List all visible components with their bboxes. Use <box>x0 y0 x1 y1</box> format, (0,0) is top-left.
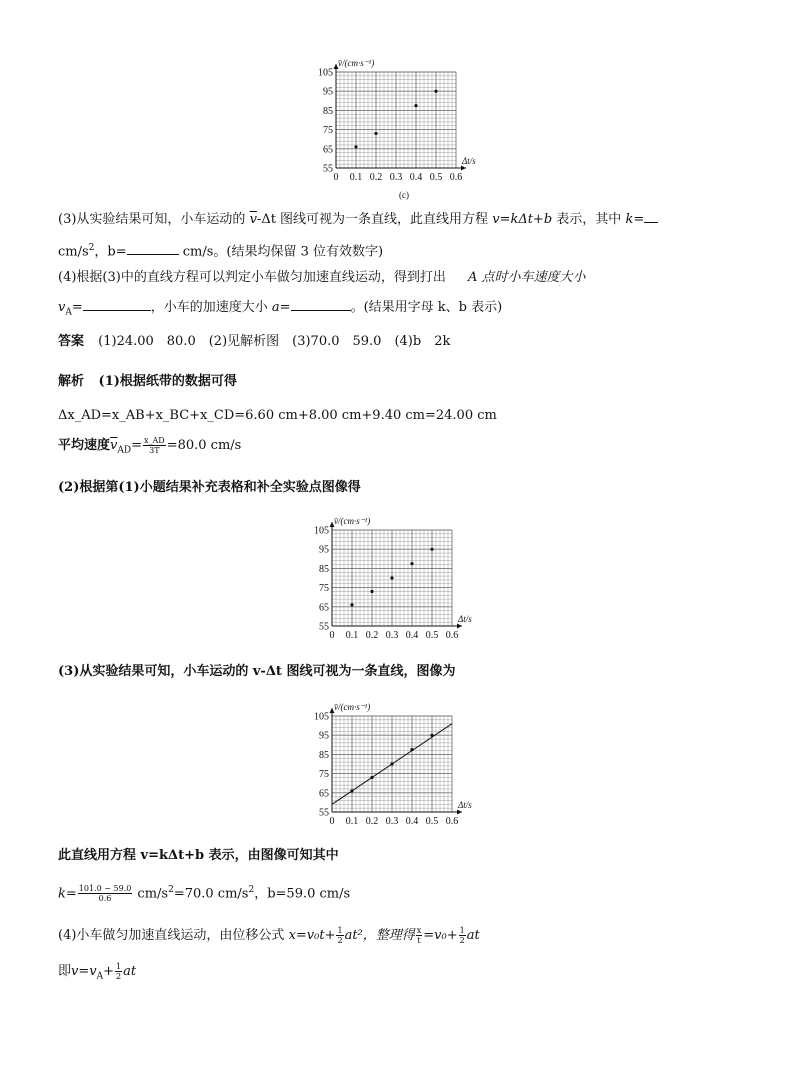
answer-line <box>58 334 450 350</box>
half-fraction <box>336 926 343 945</box>
x-tick-label: 0.6 <box>445 630 459 641</box>
analysis-line-3 <box>58 436 241 459</box>
formula-part-4: at <box>466 928 480 943</box>
k-result-sup: 2 <box>248 885 255 895</box>
data-point <box>370 776 373 779</box>
half-fraction-2 <box>459 926 466 945</box>
avg-speed-fraction <box>143 436 166 455</box>
data-point <box>410 562 413 565</box>
x-tick-label: 0 <box>329 816 335 827</box>
conclusion-half-den: 2 <box>116 972 122 981</box>
q4-eq: = <box>71 300 83 315</box>
analysis-step-3: (3)从实验结果可知，小车运动的 v-Δt 图线可视为一条直线，图像为 <box>58 664 456 679</box>
y-tick-label: 95 <box>323 86 333 98</box>
displacement-formula-text: (4)小车做匀加速直线运动，由位移公式 <box>58 928 285 943</box>
y-tick-label: 65 <box>323 144 333 156</box>
analysis-line-2 <box>58 408 497 424</box>
x-tick-label: 0.4 <box>405 630 419 641</box>
x-tick-label: 0.4 <box>409 172 423 183</box>
x-tick-label: 0.2 <box>365 816 379 827</box>
analysis-line-4 <box>58 480 361 496</box>
avg-speed-eq: = <box>131 438 142 453</box>
y-tick-label: 105 <box>314 711 329 723</box>
conclusion-sub: A <box>96 971 104 982</box>
q3-text-3: 表示，其中 <box>556 212 622 227</box>
q3-unit-sup: 2 <box>88 243 95 253</box>
y-axis-label: v̄/(cm·s⁻¹) <box>334 516 371 526</box>
y-tick-label: 75 <box>323 125 333 137</box>
data-point <box>390 762 393 765</box>
analysis-line-6 <box>58 848 339 864</box>
k-calc-label: k= <box>58 886 77 902</box>
y-tick-label: 105 <box>314 525 329 537</box>
q4-point-a: A 点时小车速度大小 <box>467 270 586 285</box>
half-num: 1 <box>337 926 343 935</box>
k-fraction-num: 101.0 − 59.0 <box>78 884 132 894</box>
data-point <box>374 132 377 135</box>
analysis-step-1: (1)根据纸带的数据可得 <box>98 374 237 389</box>
xt-fraction <box>416 926 423 945</box>
q4-va-sub: A <box>65 307 72 318</box>
k-answer-blank[interactable] <box>644 222 658 223</box>
x-axis-label: Δt/s <box>458 800 472 810</box>
question-3-cont <box>58 240 383 260</box>
b-answer-blank[interactable] <box>127 254 179 255</box>
q3-b-label: ，b= <box>94 244 127 260</box>
y-axis-label: v̄/(cm·s⁻¹) <box>338 58 375 68</box>
conclusion-v: v=v <box>71 964 97 979</box>
k-result: =70.0 cm/s <box>173 886 249 902</box>
x-tick-label: 0.5 <box>429 172 443 183</box>
conclusion-plus: + <box>103 964 115 979</box>
x-tick-label: 0 <box>333 172 339 183</box>
x-tick-label: 0.5 <box>425 630 439 641</box>
answer-text: (1)24.00 80.0 (2)见解析图 (3)70.0 59.0 (4)b 2k <box>98 334 451 349</box>
y-axis-label: v̄/(cm·s⁻¹) <box>334 702 371 712</box>
x-tick-label: 0.2 <box>365 630 379 641</box>
x-tick-label: 0.1 <box>349 172 363 183</box>
x-tick-label: 0.3 <box>385 816 399 827</box>
y-tick-label: 75 <box>319 583 329 595</box>
avg-speed-v: $\overline{v}$ <box>110 438 118 453</box>
y-tick-label: 65 <box>319 788 329 800</box>
analysis-line-8 <box>58 926 480 945</box>
fraction-den: 3T <box>149 446 160 455</box>
x-axis-arrow <box>457 810 462 815</box>
y-tick-label: 95 <box>319 544 329 556</box>
question-4-cont <box>58 300 502 321</box>
y-tick-label: 75 <box>319 769 329 781</box>
xt-den: t <box>417 936 421 945</box>
vbar-symbol: $\overline{v}$ <box>249 212 257 227</box>
y-tick-label: 55 <box>319 621 329 633</box>
y-tick-label: 55 <box>319 807 329 819</box>
x-axis-arrow <box>457 624 462 629</box>
half-num-2: 1 <box>459 926 465 935</box>
analysis-label: 解析 <box>58 374 85 389</box>
data-point <box>350 603 353 606</box>
x-axis-arrow <box>461 166 466 171</box>
x-tick-label: 0 <box>329 630 335 641</box>
graph-caption: (c) <box>399 190 409 200</box>
conclusion-at: at <box>123 964 137 979</box>
answer-label: 答案 <box>58 334 85 349</box>
x-tick-label: 0.1 <box>345 630 359 641</box>
k-unit: cm/s <box>133 886 169 902</box>
x-tick-label: 0.3 <box>389 172 403 183</box>
b-result: ，b=59.0 cm/s <box>254 886 351 902</box>
analysis-line-9 <box>58 962 136 985</box>
k-unit-sup: 2 <box>168 885 174 895</box>
q4-va: v <box>58 300 66 315</box>
y-tick-label: 85 <box>323 105 333 117</box>
data-point <box>390 576 393 579</box>
x-axis-label: Δt/s <box>462 156 476 166</box>
q4-text-2: ，小车的加速度大小 <box>150 300 268 315</box>
data-point <box>430 734 433 737</box>
data-point <box>354 145 357 148</box>
q3-k-label: k= <box>625 212 645 227</box>
x-tick-label: 0.5 <box>425 816 439 827</box>
formula-part-3: =v₀+ <box>423 928 458 943</box>
q3-text-1: (3)从实验结果可知，小车运动的 <box>58 212 246 227</box>
half-den: 2 <box>337 936 343 945</box>
x-tick-label: 0.4 <box>405 816 419 827</box>
y-tick-label: 85 <box>319 563 329 575</box>
x-axis-label: Δt/s <box>458 614 472 624</box>
analysis-line-5 <box>58 664 455 680</box>
y-tick-label: 65 <box>319 602 329 614</box>
analysis-step-2: (2)根据第(1)小题结果补充表格和补全实验点图像得 <box>58 480 361 495</box>
graph-c <box>300 56 490 202</box>
question-3 <box>58 212 658 228</box>
analysis-equation: 此直线用方程 v=kΔt+b 表示，由图像可知其中 <box>58 848 339 863</box>
x-tick-label: 0.6 <box>445 816 459 827</box>
data-point <box>410 748 413 751</box>
graph-filled <box>296 514 496 642</box>
va-answer-blank[interactable] <box>83 310 151 311</box>
k-fraction <box>78 884 133 903</box>
q4-a-label: a= <box>271 300 291 315</box>
analysis-displacement: Δx_AD=x_AB+x_BC+x_CD=6.60 cm+8.00 cm+9.40 cm=24.00 cm <box>58 408 497 423</box>
xt-num: x <box>416 926 422 935</box>
data-point <box>434 90 437 93</box>
formula-part-2: at²，整理得 <box>344 928 415 943</box>
conclusion-half <box>115 962 122 981</box>
q3-unit: cm/s <box>58 244 89 260</box>
conclusion-prefix: 即 <box>58 964 72 979</box>
conclusion-half-num: 1 <box>116 962 122 971</box>
question-4 <box>58 270 586 286</box>
avg-speed-label: 平均速度 <box>58 438 111 453</box>
x-tick-label: 0.3 <box>385 630 399 641</box>
k-fraction-den: 0.6 <box>98 894 112 904</box>
data-point <box>350 789 353 792</box>
x-tick-label: 0.1 <box>345 816 359 827</box>
q4-text-3: 。(结果用字母 k、b 表示) <box>350 300 503 315</box>
x-tick-label: 0.2 <box>369 172 383 183</box>
y-tick-label: 55 <box>323 163 333 175</box>
q3-equation: v=kΔt+b <box>492 212 553 227</box>
avg-speed-sub: AD <box>117 445 132 456</box>
fraction-num: x_AD <box>144 436 165 445</box>
half-den-2: 2 <box>459 936 465 945</box>
data-point <box>370 590 373 593</box>
data-point <box>414 104 417 107</box>
y-tick-label: 105 <box>318 67 333 79</box>
formula-part-1: x=v₀t+ <box>288 928 336 943</box>
data-point <box>430 548 433 551</box>
q4-text-1: (4)根据(3)中的直线方程可以判定小车做匀加速直线运动，得到打出 <box>58 270 446 285</box>
analysis-line-7 <box>58 882 350 903</box>
a-answer-blank[interactable] <box>291 310 351 311</box>
y-tick-label: 95 <box>319 730 329 742</box>
q3-text-2: -Δt 图线可视为一条直线，此直线用方程 <box>256 212 489 227</box>
graph-fit <box>296 700 496 828</box>
x-tick-label: 0.6 <box>449 172 463 183</box>
analysis-line-1 <box>58 374 237 390</box>
y-tick-label: 85 <box>319 749 329 761</box>
q3-text-end: cm/s。(结果均保留 3 位有效数字) <box>182 244 384 260</box>
avg-speed-result: =80.0 cm/s <box>166 438 242 453</box>
